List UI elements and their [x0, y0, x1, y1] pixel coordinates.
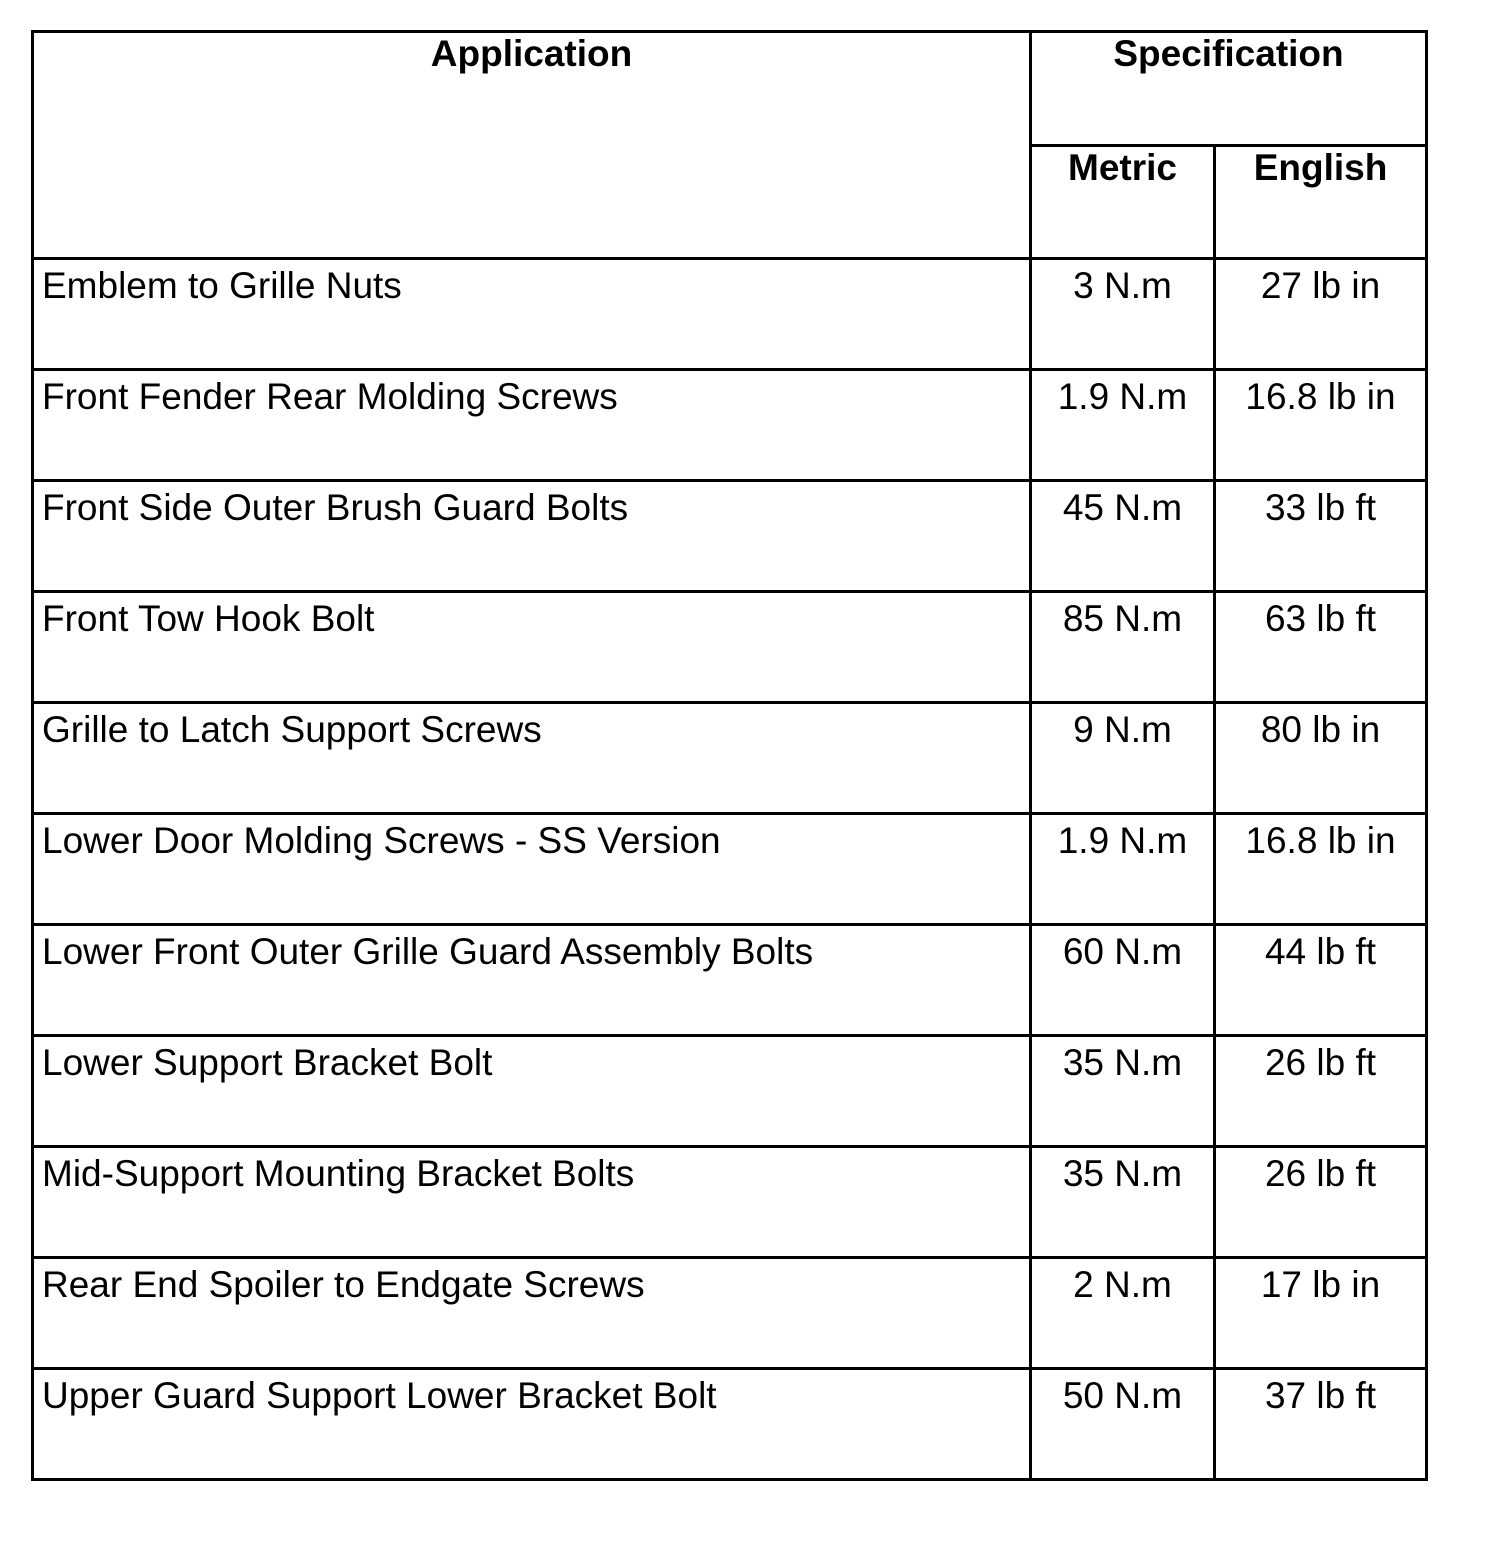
cell-metric: 2 N.m [1031, 1258, 1215, 1369]
header-application: Application [33, 32, 1031, 259]
table-row [33, 703, 1427, 814]
cell-metric: 50 N.m [1031, 1369, 1215, 1480]
cell-metric: 3 N.m [1031, 259, 1215, 370]
cell-english: 80 lb in [1215, 703, 1427, 814]
cell-metric: 60 N.m [1031, 925, 1215, 1036]
cell-metric: 9 N.m [1031, 703, 1215, 814]
cell-english: 27 lb in [1215, 259, 1427, 370]
header-metric: Metric [1031, 145, 1215, 259]
cell-metric: 85 N.m [1031, 592, 1215, 703]
cell-application: Lower Front Outer Grille Guard Assembly Bolts [33, 925, 1031, 1036]
cell-metric: 35 N.m [1031, 1036, 1215, 1147]
cell-english: 63 lb ft [1215, 592, 1427, 703]
cell-application: Lower Door Molding Screws - SS Version [33, 814, 1031, 925]
cell-english: 37 lb ft [1215, 1369, 1427, 1480]
table-row [33, 1036, 1427, 1147]
table-row [33, 370, 1427, 481]
cell-application: Front Fender Rear Molding Screws [33, 370, 1031, 481]
cell-application: Front Side Outer Brush Guard Bolts [33, 481, 1031, 592]
cell-english: 33 lb ft [1215, 481, 1427, 592]
table-row [33, 592, 1427, 703]
cell-application: Upper Guard Support Lower Bracket Bolt [33, 1369, 1031, 1480]
cell-english: 44 lb ft [1215, 925, 1427, 1036]
cell-application: Front Tow Hook Bolt [33, 592, 1031, 703]
table-row [33, 259, 1427, 370]
table-row [33, 1147, 1427, 1258]
cell-metric: 1.9 N.m [1031, 370, 1215, 481]
torque-spec-table [31, 30, 1428, 1481]
cell-english: 17 lb in [1215, 1258, 1427, 1369]
cell-application: Lower Support Bracket Bolt [33, 1036, 1031, 1147]
cell-english: 26 lb ft [1215, 1147, 1427, 1258]
table-row [33, 481, 1427, 592]
cell-application: Mid-Support Mounting Bracket Bolts [33, 1147, 1031, 1258]
table-row [33, 925, 1427, 1036]
header-english: English [1215, 145, 1427, 259]
cell-metric: 1.9 N.m [1031, 814, 1215, 925]
cell-application: Grille to Latch Support Screws [33, 703, 1031, 814]
table-row [33, 1258, 1427, 1369]
header-specification: Specification [1031, 32, 1427, 146]
table-row [33, 814, 1427, 925]
cell-english: 26 lb ft [1215, 1036, 1427, 1147]
cell-application: Emblem to Grille Nuts [33, 259, 1031, 370]
cell-metric: 35 N.m [1031, 1147, 1215, 1258]
cell-english: 16.8 lb in [1215, 370, 1427, 481]
cell-application: Rear End Spoiler to Endgate Screws [33, 1258, 1031, 1369]
cell-english: 16.8 lb in [1215, 814, 1427, 925]
table-row [33, 1369, 1427, 1480]
cell-metric: 45 N.m [1031, 481, 1215, 592]
